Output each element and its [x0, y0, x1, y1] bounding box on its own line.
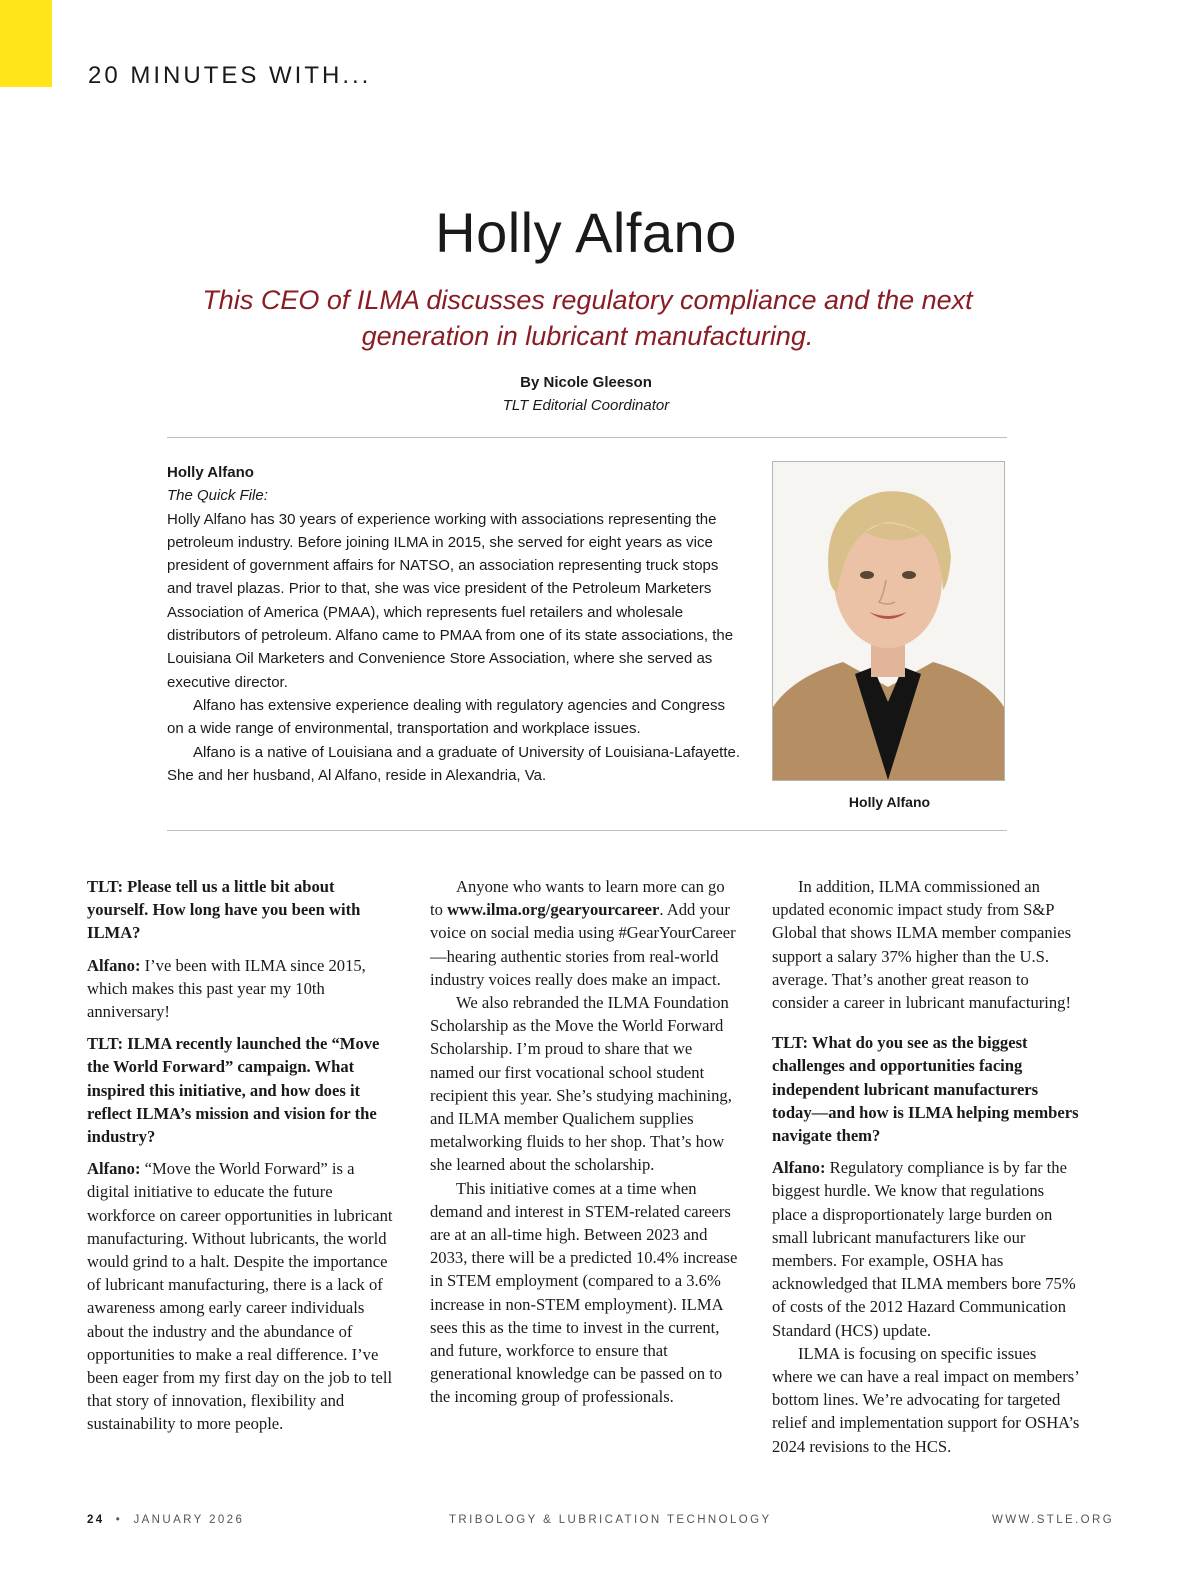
answer — [87, 1157, 395, 1435]
quick-file-name: Holly Alfano — [167, 464, 254, 481]
answer-text: “Move the World Forward” is a digital initiative to educate the future workforce on career opportunities in lubricant manufacturing. Without lubricants, the world would grind to a halt. Despite the importance of lubricant manufacturing, there is a lack of awareness among early career individuals about the industry and the abundance of opportunities to make a real difference. I’ve been eager from my first day on the job to tell that story of innovation, flexibility and sustainability to more people. — [87, 1159, 393, 1434]
body-column-2 — [430, 875, 738, 1409]
divider-top — [167, 437, 1007, 438]
divider-bottom — [167, 830, 1007, 831]
paragraph-text: Anyone who wants to learn more can go to — [430, 877, 725, 920]
body-column-1 — [87, 875, 395, 1445]
footer-separator: • — [115, 1514, 123, 1526]
answer-text: Regulatory compliance is by far the biggest hurdle. We know that regulations place a disproportionately large burden on small lubricant manufacturers like our members. For example, OSHA has acknowledged that ILMA members bore 75% of costs of the 2012 Hazard Communication Standard (HCS) update. — [772, 1158, 1076, 1340]
body-paragraph: We also rebranded the ILMA Foundation Scholarship as the Move the World Forward Scholarship. I’m proud to share that we named our first vocational school student recipient this year. She’s studying machining, and ILMA member Qualichem supplies metalworking fluids to her shop. That’s how she learned about the scholarship. — [430, 993, 732, 1175]
photo-caption: Holly Alfano — [848, 794, 931, 810]
yellow-corner-tab — [0, 0, 52, 87]
website-link[interactable]: www.ilma.org/gearyourcareer — [447, 900, 660, 920]
body-paragraph: This initiative comes at a time when demand and interest in STEM-related careers are at an all-time high. Between 2023 and 2033, there will be a predicted 10.4% increase in STEM employment (compared to a 3.6% increase in non-STEM employment). ILMA sees this as the time to invest in the current, and future, workforce to ensure that generational knowledge can be passed on to the incoming group of professionals. — [430, 1178, 738, 1407]
portrait-illustration — [773, 462, 1004, 780]
quick-file-label: The Quick File: — [167, 487, 268, 505]
quick-file-paragraph: Holly Alfano has 30 years of experience working with associations representing the petroleum industry. Before joining ILMA in 2015, she served for eight years as vice president of government affairs for NATSO, an association representing truck stops and travel plazas. Prior to that, she was vice president of the Petroleum Marketers Association of America (PMAA), which represents fuel retailers and wholesale distributors of petroleum. Alfano came to PMAA from one of its state associations, the Louisiana Oil Marketers and Convenience Store Association, where she served as executive director. — [167, 510, 734, 691]
answer-label: Alfano: — [87, 1159, 141, 1179]
portrait-photo — [772, 461, 1005, 781]
answer-label: Alfano: — [772, 1158, 826, 1178]
issue-date: JANUARY 2026 — [133, 1514, 245, 1526]
body-paragraph: In addition, ILMA commissioned an updated economic impact study from S&P Global that shows ILMA member companies support a salary 37% higher than the U.S. average. That’s another great reason to consider a career in lubricant manufacturing! — [772, 877, 1072, 1013]
question-label: TLT: — [87, 1034, 123, 1054]
article-subtitle: This CEO of ILMA discusses regulatory compliance and the next generation in lubricant manufacturing. — [202, 285, 973, 351]
question — [87, 875, 395, 945]
byline-role: TLT Editorial Coordinator — [502, 397, 670, 414]
question-text: What do you see as the biggest challenges and opportunities facing independent lubricant manufacturers today—and how is ILMA helping members navigate them? — [772, 1033, 1079, 1146]
page-number: 24 — [87, 1514, 105, 1526]
paragraph-text: . Add your voice on social media using #GearYourCareer—hearing authentic stories from real-world industry voices really does make an impact. — [430, 900, 736, 989]
answer — [87, 954, 395, 1024]
question-label: TLT: — [772, 1033, 808, 1053]
quick-file-paragraph: Alfano has extensive experience dealing with regulatory agencies and Congress on a wide range of environmental, transportation and workplace issues. — [167, 696, 725, 738]
question-text: Please tell us a little bit about yourself. How long have you been with ILMA? — [87, 877, 361, 943]
byline-author: By Nicole Gleeson — [520, 374, 652, 391]
website-url[interactable]: WWW.STLE.ORG — [992, 1514, 1115, 1526]
quick-file-box — [167, 461, 745, 787]
question-label: TLT: — [87, 877, 123, 896]
question — [772, 1031, 1080, 1147]
section-label: 20 MINUTES WITH... — [88, 62, 372, 89]
footer-left — [87, 1514, 244, 1526]
body-column-3 — [772, 875, 1080, 1458]
publication-name: TRIBOLOGY & LUBRICATION TECHNOLOGY — [449, 1514, 772, 1526]
question-text: ILMA recently launched the “Move the World Forward” campaign. What inspired this initiative, and how does it reflect ILMA’s mission and vision for the industry? — [87, 1034, 380, 1147]
question — [87, 1032, 395, 1148]
article-title: Holly Alfano — [435, 201, 737, 264]
answer-label: Alfano: — [87, 955, 141, 975]
answer-text: I’ve been with ILMA since 2015, which makes this past year my 10th anniversary! — [87, 955, 366, 1022]
quick-file-paragraph: Alfano is a native of Louisiana and a graduate of University of Louisiana-Lafayette. She and her husband, Al Alfano, reside in Alexandria, Va. — [167, 743, 741, 784]
body-paragraph: ILMA is focusing on specific issues where we can have a real impact on members’ bottom lines. We’re advocating for targeted relief and implementation support for OSHA’s 2024 revisions to the HCS. — [772, 1343, 1080, 1456]
answer — [772, 1156, 1080, 1342]
body-paragraph — [430, 875, 738, 991]
